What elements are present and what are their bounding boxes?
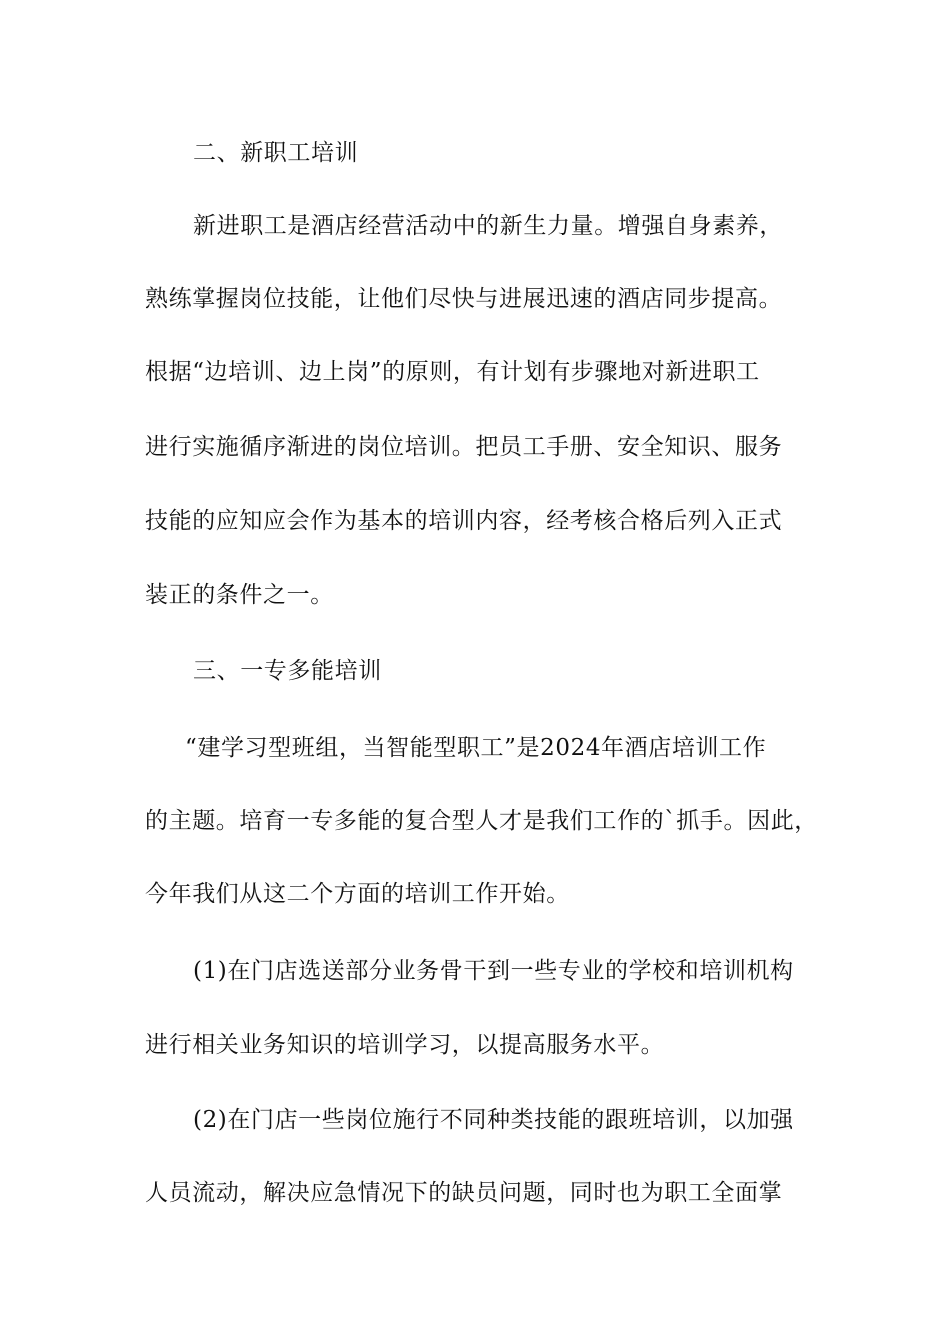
- paragraph-line: 新进职工是酒店经营活动中的新生力量。增强自身素养，: [193, 213, 783, 239]
- paragraph-line: “建学习型班组，当智能型职工”是2024年酒店培训工作: [185, 735, 767, 761]
- paragraph-line: 进行实施循序渐进的岗位培训。把员工手册、安全知识、服务: [145, 434, 783, 460]
- paragraph-line: 熟练掌握岗位技能，让他们尽快与进展迅速的酒店同步提高。: [145, 286, 783, 312]
- list-item-line: (1)在门店选送部分业务骨干到一些专业的学校和培训机构: [193, 958, 794, 984]
- section-heading: 三、一专多能培训: [193, 658, 382, 684]
- paragraph-line: 装正的条件之一。: [145, 582, 334, 608]
- paragraph-line: 的主题。培育一专多能的复合型人才是我们工作的`抓手。因此，: [145, 808, 818, 834]
- list-item-line: (2)在门店一些岗位施行不同种类技能的跟班培训，以加强: [193, 1107, 794, 1133]
- paragraph-line: 根据“边培训、边上岗”的原则，有计划有步骤地对新进职工: [145, 359, 760, 385]
- list-item-line: 进行相关业务知识的培训学习，以提高服务水平。: [145, 1032, 665, 1058]
- list-item-line: 人员流动，解决应急情况下的缺员问题，同时也为职工全面掌: [145, 1180, 783, 1206]
- section-heading: 二、新职工培训: [193, 140, 359, 166]
- paragraph-line: 技能的应知应会作为基本的培训内容，经考核合格后列入正式: [145, 508, 783, 534]
- paragraph-line: 今年我们从这二个方面的培训工作开始。: [145, 881, 570, 907]
